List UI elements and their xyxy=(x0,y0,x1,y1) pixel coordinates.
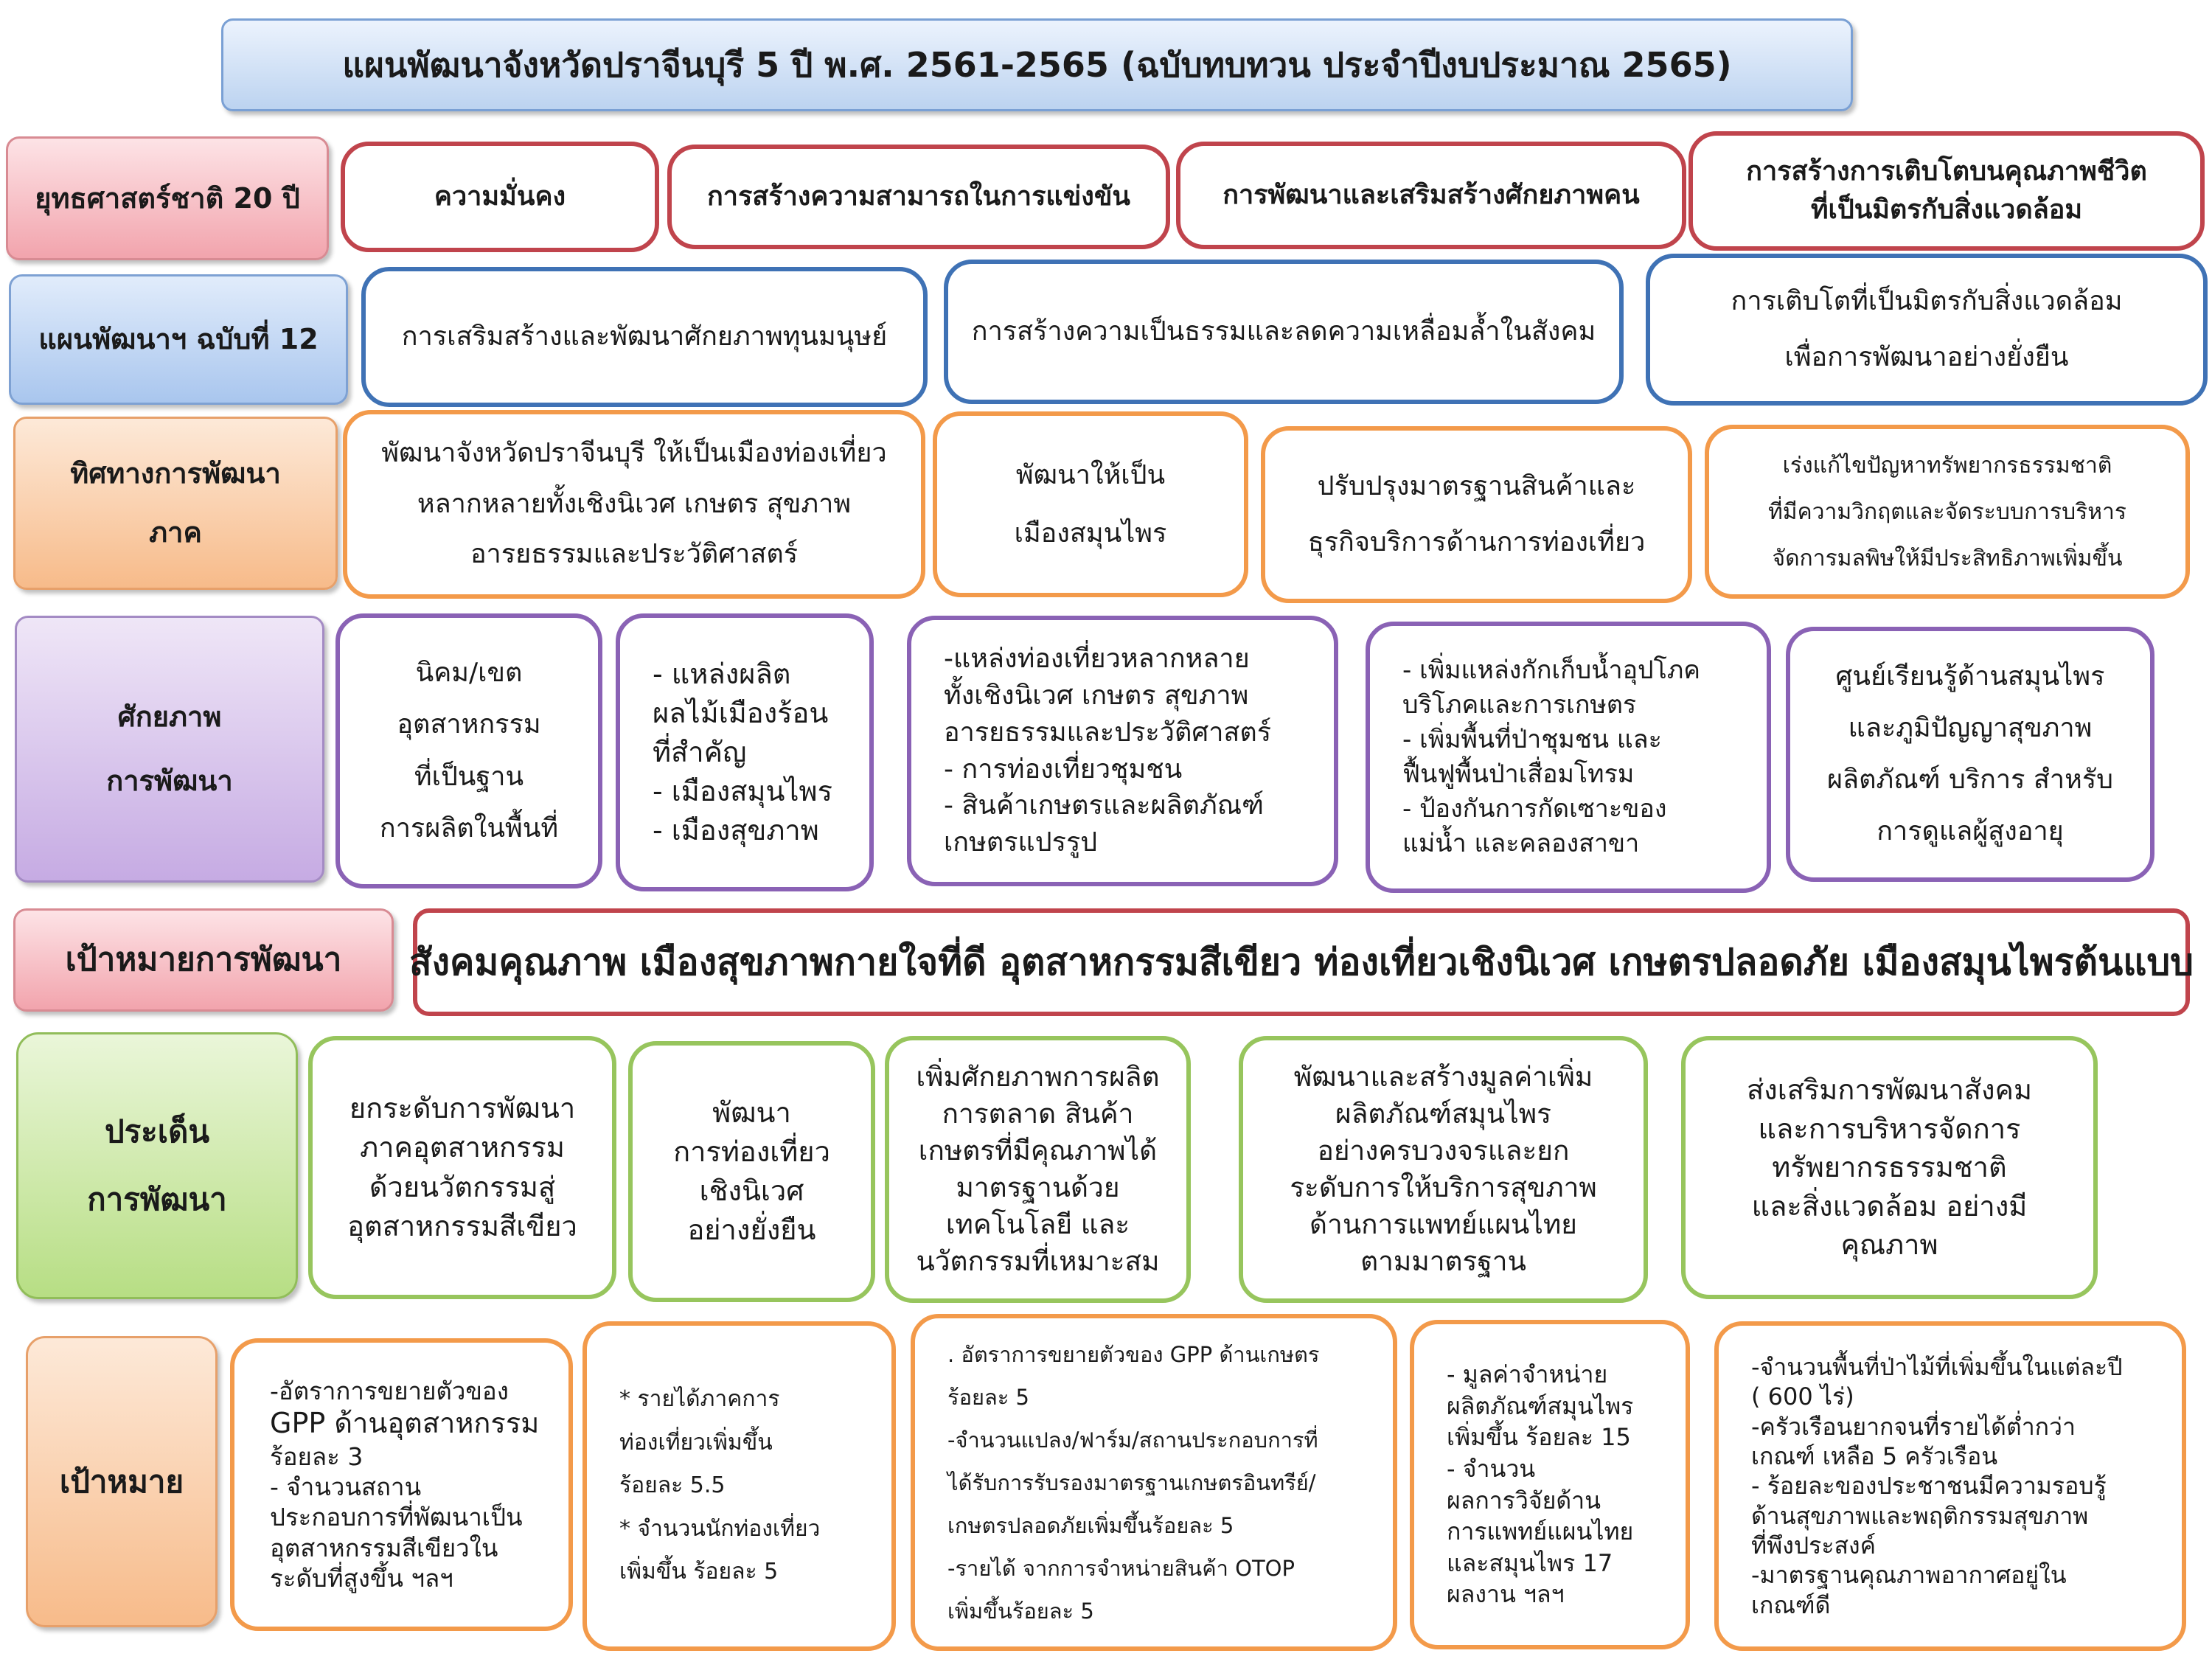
box-line: ท่องเที่ยวเพิ่มขึ้น xyxy=(619,1429,773,1455)
box-line: * จำนวนนักท่องเที่ยว xyxy=(619,1515,821,1542)
direction-box-tourism-standards xyxy=(1261,426,1692,603)
box-line: ที่สำคัญ xyxy=(653,735,747,768)
row-label-national-strategy xyxy=(6,136,329,260)
box-line: ระดับการให้บริการสุขภาพ xyxy=(1290,1172,1597,1203)
box-line: หลากหลายทั้งเชิงนิเวศ เกษตร สุขภาพ xyxy=(417,488,852,519)
box-line: - จำนวน xyxy=(1447,1454,1536,1483)
box-line: เทคโนโลยี และ xyxy=(945,1208,1130,1240)
target-box-industry xyxy=(230,1338,573,1631)
box-line: แม่น้ำ และคลองสาขา xyxy=(1402,828,1640,858)
box-line: ยกระดับการพัฒนา xyxy=(349,1092,576,1125)
box-line: อารยธรรมและประวัติศาสตร์ xyxy=(944,717,1272,748)
box-line: ร้อยละ 5 xyxy=(947,1384,1030,1410)
box-line: ผลไม้เมืองร้อน xyxy=(653,696,829,729)
box-line: เพิ่มขึ้นร้อยละ 5 xyxy=(947,1598,1094,1624)
box-line: ตามมาตรฐาน xyxy=(1360,1245,1526,1277)
box-line: ทั้งเชิงนิเวศ เกษตร สุขภาพ xyxy=(944,681,1249,712)
box-line: ทรัพยากรธรรมชาติ xyxy=(1772,1151,2007,1184)
label-line: ประเด็น xyxy=(104,1113,210,1150)
box-line: การท่องเที่ยว xyxy=(673,1135,830,1168)
direction-box-natural-resources xyxy=(1705,425,2190,599)
box-line: - จำนวนสถาน xyxy=(270,1472,422,1501)
box-line: การผลิตในพื้นที่ xyxy=(379,813,559,844)
box-line: อุตสาหกรรม xyxy=(397,709,541,740)
row-label-targets xyxy=(26,1336,218,1627)
box-line: เกษตรที่มีคุณภาพได้ xyxy=(918,1135,1158,1167)
potential-box-herbal-learning-center xyxy=(1786,627,2154,882)
potential-box-tropical-fruit xyxy=(616,613,874,891)
box-line: -มาตรฐานคุณภาพอากาศอยู่ใน xyxy=(1751,1561,2067,1590)
box-line: เพื่อการพัฒนาอย่างยั่งยืน xyxy=(1784,342,2069,372)
box-line: อย่างยั่งยืน xyxy=(687,1214,816,1247)
box-line: * รายได้ภาคการ xyxy=(619,1386,780,1413)
target-box-herbal xyxy=(1410,1320,1690,1649)
box-line: -จำนวนพื้นที่ป่าไม้ที่เพิ่มขึ้นในแต่ละปี xyxy=(1751,1353,2123,1382)
plan-box-sustainable-growth xyxy=(1646,254,2208,406)
box-line: การแพทย์แผนไทย xyxy=(1447,1517,1634,1546)
label-line: ทิศทางการพัฒนา xyxy=(70,456,281,490)
box-line: ผลงาน ฯลฯ xyxy=(1447,1580,1565,1609)
box-line: นวัตกรรมที่เหมาะสม xyxy=(916,1245,1160,1277)
label-line: ศักยภาพ xyxy=(117,700,222,733)
box-line: การสร้างความสามารถในการแข่งขัน xyxy=(706,181,1131,212)
direction-box-tourism-city xyxy=(343,410,925,599)
box-line: - สินค้าเกษตรและผลิตภัณฑ์ xyxy=(944,790,1265,821)
box-line: คุณภาพ xyxy=(1840,1228,1938,1262)
strategy-box-green-growth xyxy=(1688,131,2205,251)
issue-box-social-environment xyxy=(1681,1036,2098,1299)
box-line: พัฒนาจังหวัดปราจีนบุรี ให้เป็นเมืองท่องเที่ยว xyxy=(381,438,887,469)
box-line: - เพิ่มพื้นที่ป่าชุมชน และ xyxy=(1402,725,1662,755)
potential-box-industrial-estate xyxy=(335,613,602,888)
strategy-box-human-potential xyxy=(1176,142,1686,249)
box-line: . อัตราการขยายตัวของ GPP ด้านเกษตร xyxy=(947,1341,1320,1367)
box-line: จัดการมลพิษให้มีประสิทธิภาพเพิ่มขึ้น xyxy=(1772,545,2123,571)
box-line: ปรับปรุงมาตรฐานสินค้าและ xyxy=(1317,471,1636,502)
box-line: การดูแลผู้สูงอายุ xyxy=(1877,816,2064,847)
label-line: ยุทธศาสตร์ชาติ 20 ปี xyxy=(35,181,300,215)
issue-box-herbal-products xyxy=(1239,1036,1648,1303)
box-line: -แหล่งท่องเที่ยวหลากหลาย xyxy=(944,644,1250,675)
box-line: ระดับที่สูงขึ้น ฯลฯ xyxy=(270,1563,453,1593)
label-line: การพัฒนา xyxy=(87,1181,227,1217)
box-line: นิคม/เขต xyxy=(415,658,523,689)
label-line: การพัฒนา xyxy=(106,765,233,797)
issue-box-green-industry xyxy=(308,1036,616,1299)
box-line: เกษตรปลอดภัยเพิ่มขึ้นร้อยละ 5 xyxy=(947,1512,1234,1538)
issue-box-eco-tourism xyxy=(628,1041,875,1302)
box-line: ภาคอุตสาหกรรม xyxy=(360,1131,565,1164)
potential-box-tourism-sources xyxy=(907,616,1338,886)
box-line: อารยธรรมและประวัติศาสตร์ xyxy=(470,539,799,570)
box-line: เกณฑ์ดี xyxy=(1751,1590,1831,1619)
plan-box-human-capital xyxy=(361,267,928,407)
box-line: - ร้อยละของประชาชนมีความรอบรู้ xyxy=(1751,1472,2107,1500)
box-line: และภูมิปัญญาสุขภาพ xyxy=(1848,712,2093,743)
target-box-environment-society xyxy=(1714,1321,2186,1651)
box-line: อุตสาหกรรมสีเขียวใน xyxy=(270,1533,498,1562)
box-line: การตลาด สินค้า xyxy=(942,1098,1134,1130)
box-line: ศูนย์เรียนรู้ด้านสมุนไพร xyxy=(1835,661,2105,692)
box-line: ฟื้นฟูพื้นป่าเสื่อมโทรม xyxy=(1402,759,1635,789)
box-line: การพัฒนาและเสริมสร้างศักยภาพคน xyxy=(1222,179,1640,210)
box-line: ( 600 ไร่) xyxy=(1751,1382,1854,1411)
potential-box-water-forest xyxy=(1366,622,1771,893)
box-line: ด้านการแพทย์แผนไทย xyxy=(1310,1208,1577,1240)
box-line: ร้อยละ 5.5 xyxy=(619,1472,726,1499)
strategy-box-competitiveness xyxy=(667,145,1170,249)
box-line: ส่งเสริมการพัฒนาสังคม xyxy=(1746,1074,2033,1107)
box-line: ร้อยละ 3 xyxy=(270,1441,364,1471)
box-line: ด้านสุขภาพและพฤติกรรมสุขภาพ xyxy=(1751,1501,2089,1530)
row-label-potential xyxy=(15,616,324,883)
box-line: เพิ่มศักยภาพการผลิต xyxy=(916,1061,1160,1093)
box-line: การสร้างความเป็นธรรมและลดความเหลื่อมล้ำในสังคม xyxy=(971,316,1596,347)
box-line: การเติบโตที่เป็นมิตรกับสิ่งแวดล้อม xyxy=(1731,286,2123,317)
box-line: เชิงนิเวศ xyxy=(699,1175,804,1207)
box-line: - แหล่งผลิต xyxy=(653,657,791,690)
box-line: มาตรฐานด้วย xyxy=(956,1172,1120,1203)
box-line: ได้รับการรับรองมาตรฐานเกษตรอินทรีย์/ xyxy=(947,1470,1316,1495)
box-line: GPP ด้านอุตสาหกรรม xyxy=(270,1407,540,1440)
box-line: เกษตรแปรรูป xyxy=(944,827,1098,858)
box-line: - เมืองสมุนไพร xyxy=(653,775,832,808)
box-line: ผลการวิจัยด้าน xyxy=(1447,1486,1601,1514)
box-line: เมืองสมุนไพร xyxy=(1014,518,1167,549)
box-line: การเสริมสร้างและพัฒนาศักยภาพทุนมนุษย์ xyxy=(401,321,888,352)
box-line: และสมุนไพร 17 xyxy=(1447,1548,1613,1577)
box-line: - เมืองสุขภาพ xyxy=(653,814,819,847)
row-label-national-plan xyxy=(9,274,348,405)
development-goal-text: สังคมคุณภาพ เมืองสุขภาพกายใจที่ดี อุตสาหกรรมสีเขียว ท่องเที่ยวเชิงนิเวศ เกษตรปลอดภัย เมืองสมุนไพรต้นแบบ xyxy=(409,940,2194,984)
box-line: ด้วยนวัตกรรมสู่ xyxy=(369,1170,556,1203)
box-line: พัฒนา xyxy=(712,1096,791,1129)
box-line: อย่างครบวงจรและยก xyxy=(1317,1135,1570,1167)
box-line: ที่พึงประสงค์ xyxy=(1751,1531,1877,1559)
box-line: ผลิตภัณฑ์สมุนไพร xyxy=(1447,1391,1634,1420)
row-label-development-goal xyxy=(13,908,394,1012)
page-title: แผนพัฒนาจังหวัดปราจีนบุรี 5 ปี พ.ศ. 2561-2565 (ฉบับทบทวน ประจำปีงบประมาณ 2565) xyxy=(221,18,1853,111)
box-line: -จำนวนแปลง/ฟาร์ม/สถานประกอบการที่ xyxy=(947,1427,1318,1453)
label-line: ภาค xyxy=(149,515,202,549)
development-goal-box xyxy=(409,908,2194,1016)
box-line: ธุรกิจบริการด้านการท่องเที่ยว xyxy=(1307,527,1646,557)
box-line: ที่มีความวิกฤตและจัดระบบการบริหาร xyxy=(1768,498,2126,525)
label-line: เป้าหมาย xyxy=(59,1463,184,1500)
issue-box-agriculture xyxy=(885,1036,1191,1303)
box-line: ที่เป็นฐาน xyxy=(414,761,524,792)
box-line: -ครัวเรือนยากจนที่รายได้ต่ำกว่า xyxy=(1751,1412,2076,1441)
strategy-box-security xyxy=(341,142,659,252)
box-line: - ป้องกันการกัดเซาะของ xyxy=(1402,793,1667,824)
box-line: -อัตราการขยายตัวของ xyxy=(270,1377,509,1405)
box-line: เกณฑ์ เหลือ 5 ครัวเรือน xyxy=(1751,1442,1998,1471)
row-label-development-issues xyxy=(16,1032,298,1299)
box-line: -รายได้ จากการจำหน่ายสินค้า OTOP xyxy=(947,1555,1295,1581)
direction-box-herbal-city xyxy=(933,411,1248,597)
target-box-agriculture xyxy=(911,1314,1397,1651)
box-line: - มูลค่าจำหน่าย xyxy=(1447,1360,1608,1389)
box-line: - เพิ่มแหล่งกักเก็บน้ำอุปโภค xyxy=(1402,655,1700,686)
box-line: และการบริหารจัดการ xyxy=(1758,1112,2021,1145)
box-line: พัฒนาให้เป็น xyxy=(1015,459,1166,490)
box-line: พัฒนาและสร้างมูลค่าเพิ่ม xyxy=(1293,1061,1593,1093)
box-line: อุตสาหกรรมสีเขียว xyxy=(347,1209,577,1242)
box-line: การสร้างการเติบโตบนคุณภาพชีวิต xyxy=(1746,156,2147,187)
box-line: เพิ่มขึ้น ร้อยละ 5 xyxy=(619,1559,779,1585)
label-line: แผนพัฒนาฯ ฉบับที่ 12 xyxy=(38,323,319,356)
box-line: เพิ่มขึ้น ร้อยละ 15 xyxy=(1447,1423,1631,1452)
box-line: บริโภคและการเกษตร xyxy=(1402,690,1637,720)
box-line: และสิ่งแวดล้อม อย่างมี xyxy=(1751,1189,2028,1222)
box-line: ผลิตภัณฑ์ บริการ สำหรับ xyxy=(1826,765,2114,795)
plan-box-fairness xyxy=(944,260,1624,404)
box-line: ความมั่นคง xyxy=(434,181,566,212)
box-line: เร่งแก้ไขปัญหาทรัพยากรธรรมชาติ xyxy=(1782,452,2112,479)
box-line: ประกอบการที่พัฒนาเป็น xyxy=(270,1503,523,1532)
row-label-regional-direction xyxy=(13,417,338,590)
box-line: ผลิตภัณฑ์สมุนไพร xyxy=(1335,1098,1551,1130)
box-line: ที่เป็นมิตรกับสิ่งแวดล้อม xyxy=(1810,195,2083,225)
box-line: - การท่องเที่ยวชุมชน xyxy=(944,754,1183,785)
label-line: เป้าหมายการพัฒนา xyxy=(65,941,342,979)
target-box-tourism xyxy=(582,1321,896,1651)
